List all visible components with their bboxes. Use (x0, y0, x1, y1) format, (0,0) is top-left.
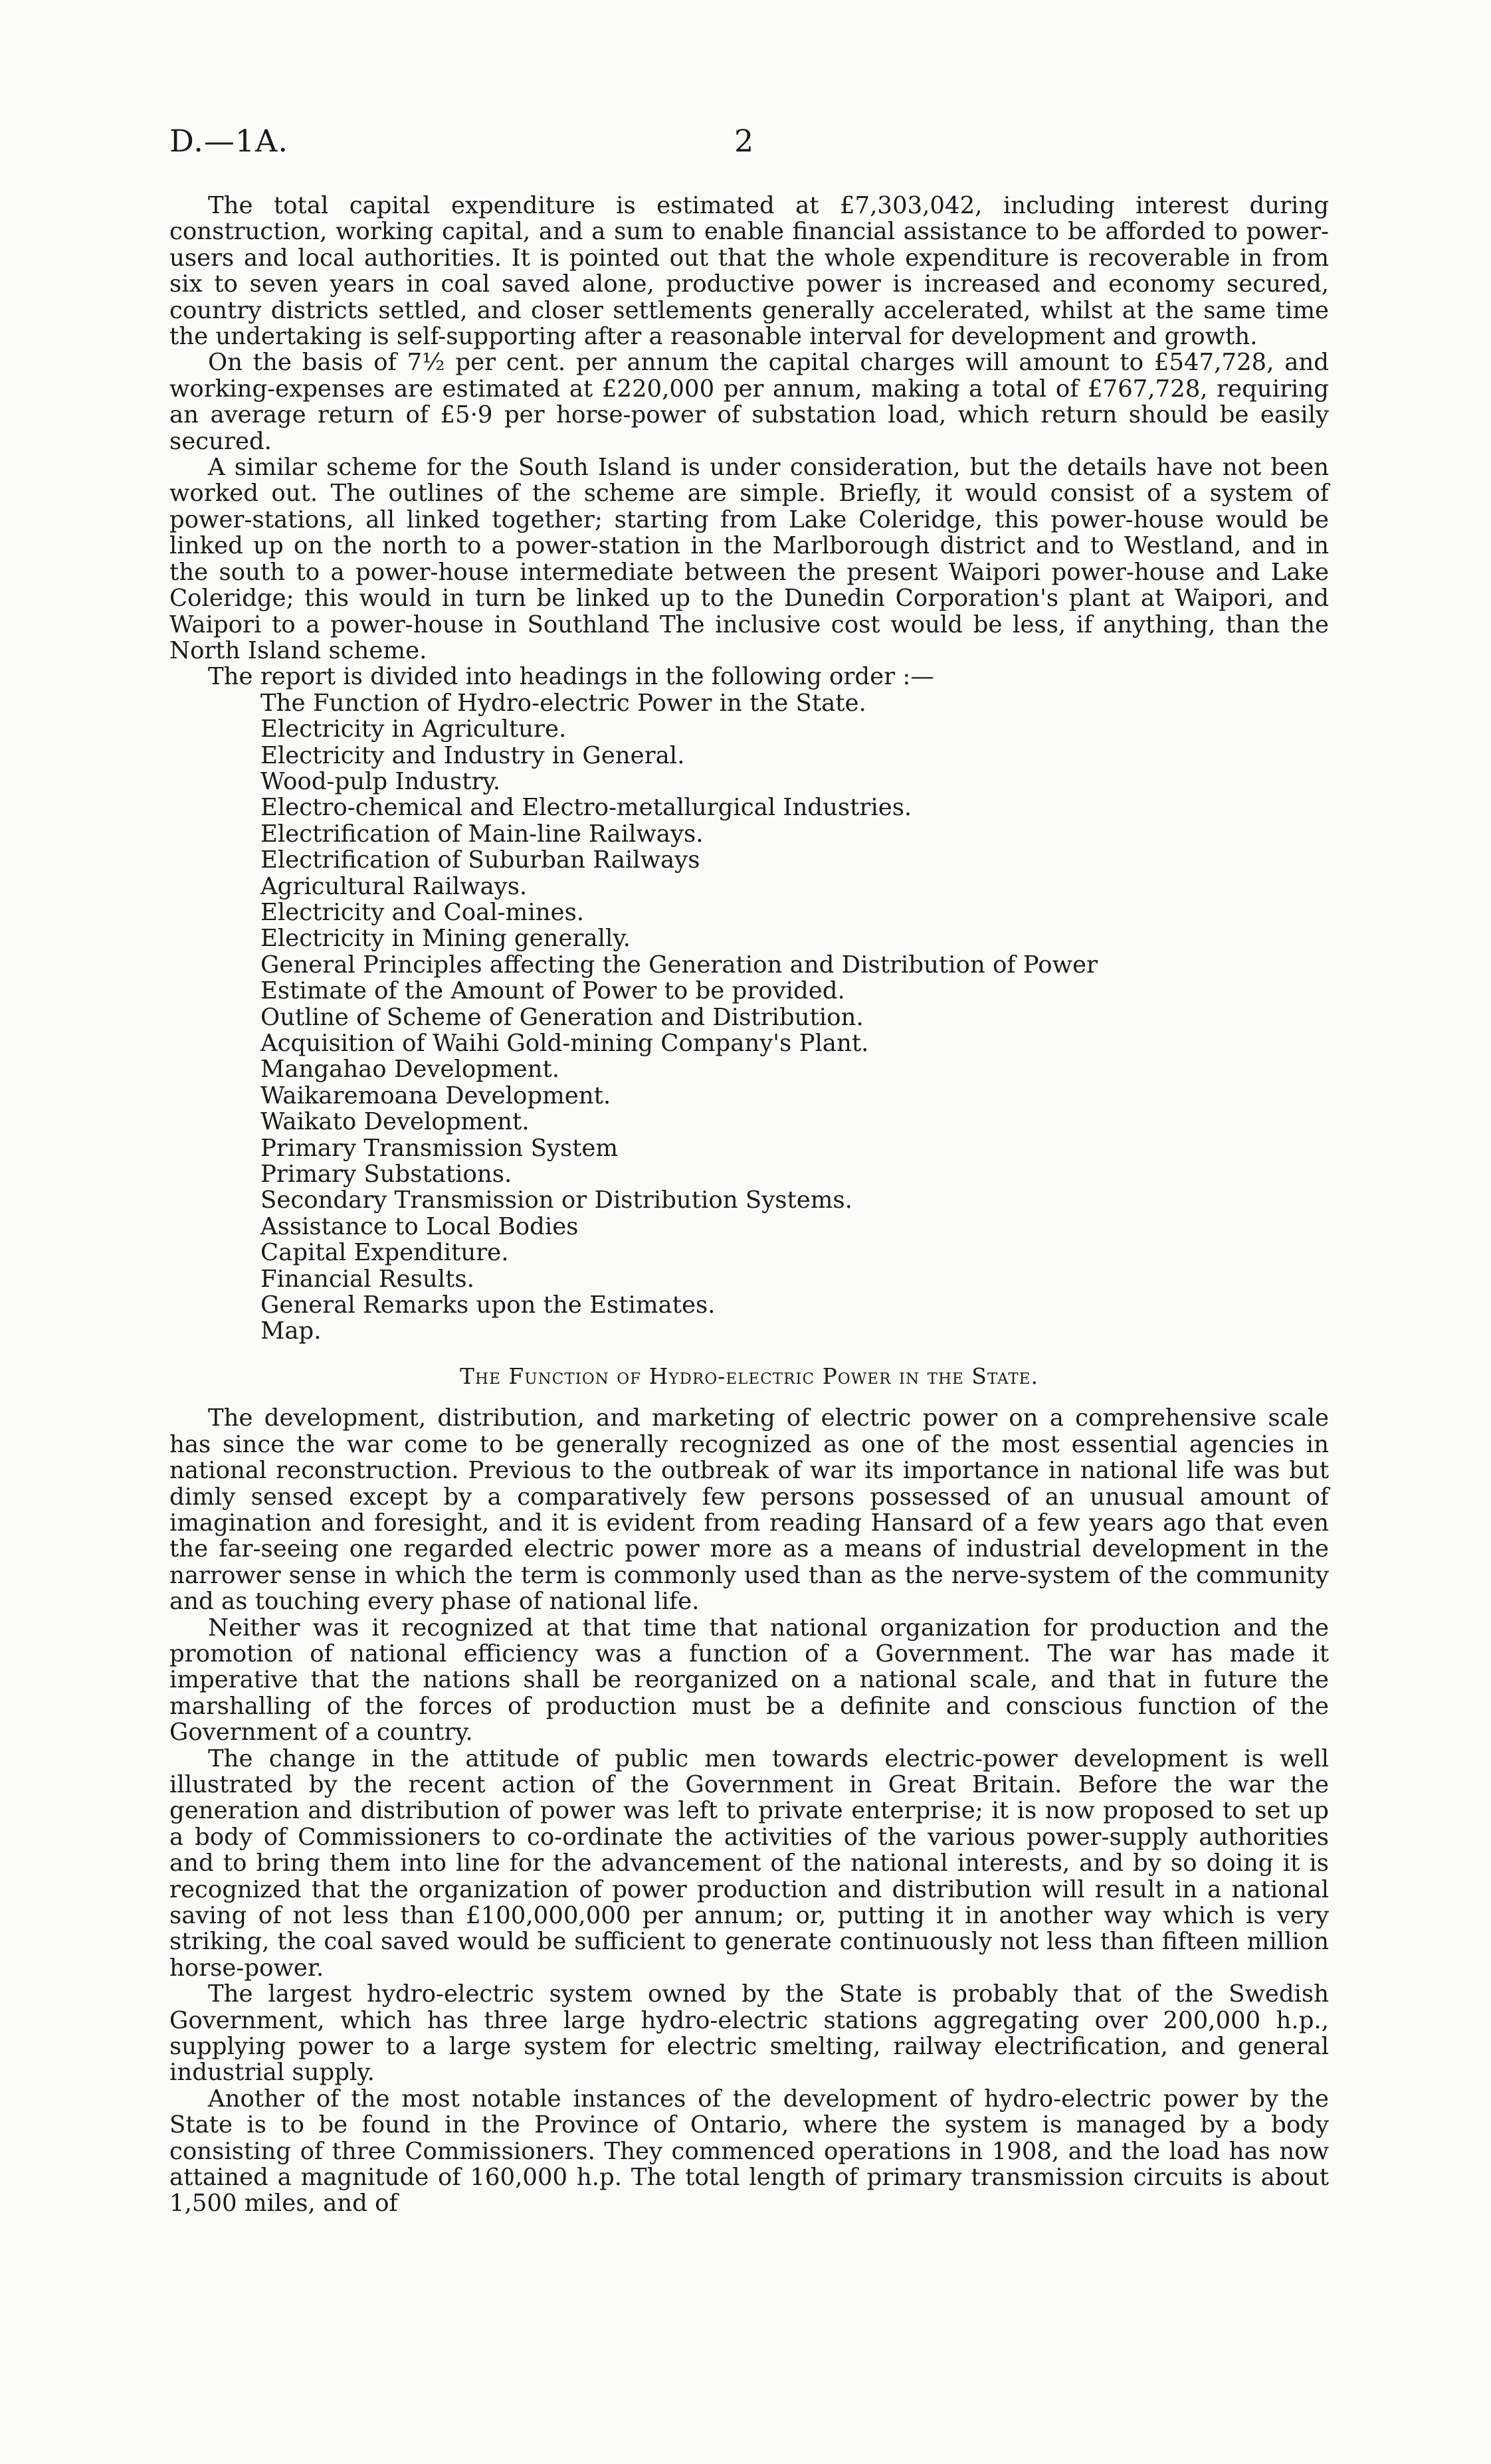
paragraph: The largest hydro-electric system owned by the State is probably that of the Swedish Government, which has three large hydro-electric stations aggregating over 200,000 h.p., supplying power to a large system for electric smelting, railway electrification, and general industrial supply. (169, 1980, 1329, 2087)
contents-item: Outline of Scheme of Generation and Distribution. (260, 1003, 864, 1031)
contents-item: Electricity in Agriculture. (260, 715, 567, 743)
contents-item: General Remarks upon the Estimates. (260, 1291, 716, 1319)
paragraph: The total capital expenditure is estimated at £7,303,042, including interest during construction, working capital, and a sum to enable financial assistance to be afforded to power-users and local authorities. It is pointed out that the whole expenditure is recoverable in from six to seven years in coal saved alone, productive power is increased and economy secured, country districts settled, and closer settlements generally accelerated, whilst at the same time the undertaking is self-supporting after a reasonable interval for development and growth. (169, 192, 1329, 351)
paragraph: A similar scheme for the South Island is under consideration, but the details have not been worked out. The outlines of the scheme are simple. Briefly, it would consist of a system of power-stations, all linked together; starting from Lake Coleridge, this power-house would be linked up on the north to a power-station in the Marlborough district and to Westland, and in the south to a power-house intermediate between the present Waipori power-house and Lake Coleridge; this would in turn be linked up to the Dunedin Corporation's plant at Waipori, and Waipori to a power-house in Southland The inclusive cost would be less, if anything, than the North Island scheme. (169, 454, 1329, 664)
contents-item: Electro-chemical and Electro-metallurgical Industries. (260, 794, 912, 822)
contents-item: Waikaremoana Development. (260, 1082, 611, 1109)
contents-item: Electrification of Suburban Railways (260, 846, 700, 874)
contents-item: Waikato Development. (260, 1108, 530, 1136)
contents-item: Electricity and Coal-mines. (260, 898, 585, 926)
contents-item: Mangahao Development. (260, 1056, 560, 1084)
contents-item: Electricity in Mining generally. (260, 925, 631, 953)
contents-item: Primary Transmission System (260, 1134, 619, 1162)
contents-intro: The report is divided into headings in the following order :— (208, 663, 934, 691)
contents-list (169, 690, 1329, 1345)
paragraph: Another of the most notable instances of the development of hydro-electric power by the State is to be found in the Province of Ontario, where the system is managed by a body consisting of three Commissioners. They commenced operations in 1908, and the load has now attained a magnitude of 160,000 h.p. The total length of primary transmission circuits is about 1,500 miles, and of (169, 2085, 1329, 2218)
paragraph: Neither was it recognized at that time that national organization for production and the promotion of national efficiency was a function of a Government. The war has made it imperative that the nations shall be reorganized on a national scale, and that in future the marshalling of the forces of production must be a definite and conscious function of the Government of a country. (169, 1614, 1329, 1747)
contents-item: Wood-pulp Industry. (260, 767, 501, 795)
contents-item: General Principles affecting the Generation and Distribution of Power (260, 951, 1098, 979)
section-heading: The Function of Hydro-electric Power in the State. (460, 1363, 1039, 1389)
paragraph: The development, distribution, and marketing of electric power on a comprehensive scale has since the war come to be generally recognized as one of the most essential agencies in national reconstruction. Previous to the outbreak of war its importance in national life was but dimly sensed except by a comparatively few persons possessed of an unusual amount of imagination and foresight, and it is evident from reading Hansard of a few years ago that even the far-seeing one regarded electric power more as a means of industrial development in the narrower sense in which the term is commonly used than as the nerve-system of the community and as touching every phase of national life. (169, 1404, 1329, 1616)
contents-item: Primary Substations. (260, 1161, 512, 1188)
contents-item: Financial Results. (260, 1265, 474, 1293)
document-body (169, 193, 1329, 2217)
contents-item: Electricity and Industry in General. (260, 741, 685, 769)
contents-item: Estimate of the Amount of Power to be provided. (260, 977, 845, 1005)
contents-item: Electrification of Main-line Railways. (260, 820, 704, 848)
page-header (169, 123, 1325, 169)
contents-item: Acquisition of Waihi Gold-mining Company's Plant. (260, 1030, 869, 1057)
contents-item: Capital Expenditure. (260, 1239, 509, 1267)
paragraph: The change in the attitude of public men towards electric-power development is well illustrated by the recent action of the Government in Great Britain. Before the war the generation and distribution of power was left to private enterprise; it is now proposed to set up a body of Commissioners to co-ordinate the activities of the various power-supply authorities and to bring them into line for the advancement of the national interests, and by so doing it is recognized that the organization of power production and distribution will result in a national saving of not less than £100,000,000 per annum; or, putting it in another way which is very striking, the coal saved would be sufficient to generate continuously not less than fifteen million horse-power. (169, 1745, 1329, 1982)
document-reference: D.—1A. (169, 123, 288, 159)
paragraph: On the basis of 7½ per cent. per annum the capital charges will amount to £547,728, and working-expenses are estimated at £220,000 per annum, making a total of £767,728, requiring an average return of £5·9 per horse-power of substation load, which return should be easily secured. (169, 349, 1329, 455)
contents-item: Assistance to Local Bodies (260, 1212, 579, 1240)
contents-item: Agricultural Railways. (260, 872, 528, 900)
contents-item: Map. (260, 1317, 322, 1345)
page-number: 2 (734, 123, 754, 159)
contents-item: The Function of Hydro-electric Power in the State. (260, 689, 866, 717)
contents-item: Secondary Transmission or Distribution Systems. (260, 1186, 852, 1214)
